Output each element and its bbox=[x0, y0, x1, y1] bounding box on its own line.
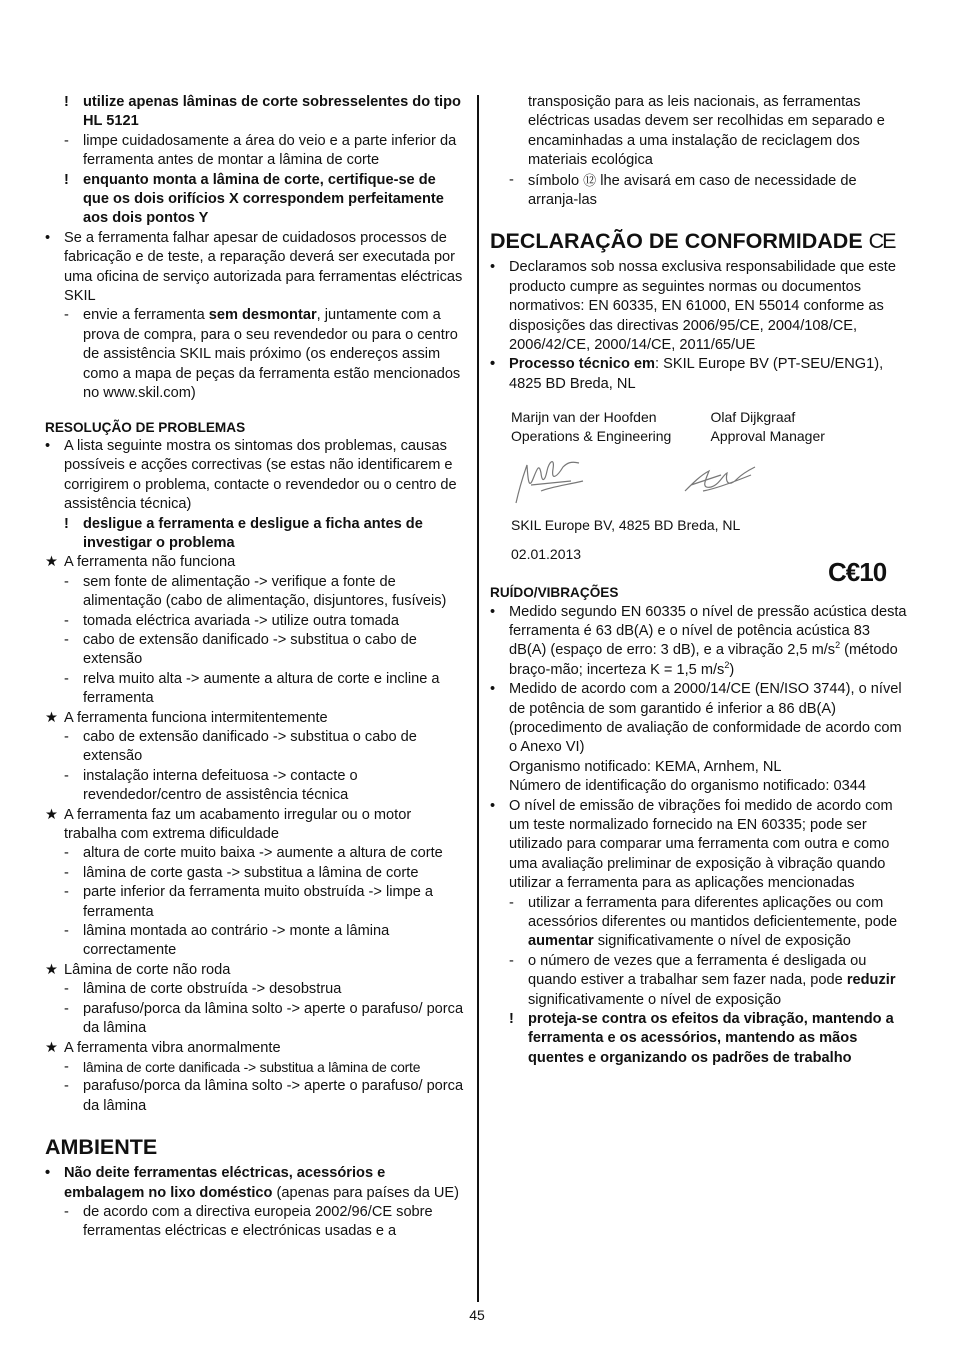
bullet-item: • Não deite ferramentas eléctricas, acessórios e embalagem no lixo doméstico (apenas para países da UE) bbox=[45, 1164, 465, 1203]
signature-2 bbox=[681, 461, 761, 501]
dash-item: - parafuso/porca da lâmina solto -> aperte o parafuso/ porca da lâmina bbox=[64, 1078, 464, 1114]
bullet-item: • O nível de emissão de vibrações foi medido de acordo com um teste normalizado fornecido na EN 60335; pode ser utilizado para comparar uma ferramenta com outra e como uma avaliação preliminar de exposição à vibração quando utilizar a ferramenta para as aplicações mencionadas bbox=[490, 797, 893, 892]
dash-item: - utilizar a ferramenta para diferentes aplicações ou com acessórios diferentes ou mantidos deficientemente, pode aumentar significativamente o nível de exposição bbox=[509, 894, 898, 950]
dash-item: - limpe cuidadosamente a área do veio e a parte inferior da ferramenta antes de montar a lâmina de corte bbox=[64, 132, 457, 169]
dash-item: - lâmina montada ao contrário -> monte a lâmina correctamente bbox=[64, 923, 390, 959]
bullet-item: • Se a ferramenta falhar apesar de cuidadosos processos de fabricação e de teste, a reparação deverá ser executada por uma oficina de serviço autorizada para ferramentas eléctricas SKIL bbox=[45, 229, 465, 307]
warning-item: ! utilize apenas lâminas de corte sobresselentes do tipo HL 5121 bbox=[45, 93, 465, 132]
dash-item: - lâmina de corte obstruída -> desobstrua bbox=[64, 981, 342, 998]
dash-item: - tomada eléctrica avariada -> utilize outra tomada bbox=[64, 612, 399, 629]
continued-text: transposição para as leis nacionais, as ferramentas eléctricas usadas devem ser recolhidas em separado e encaminhadas a uma instalação de reciclagem dos materiais ecológica bbox=[528, 94, 885, 169]
bullet-item: • Medido de acordo com a 2000/14/CE (EN/ISO 3744), o nível de potência de som garantido é inferior a 86 dB(A) (procedimento de avaliação de conformidade de acordo com o Anexo VI) Organismo notificado: KEMA, Arnhem, NL Número de identificação do organismo notificado: 0344 bbox=[490, 681, 902, 795]
dash-item: - envie a ferramenta sem desmontar, juntamente com a prova de compra, para o seu revendedor ou para o centro de assistência SKIL mais próximo (os endereços assim como a mapa de peças da ferramenta estão mencionados no www.skil.com) bbox=[64, 307, 461, 402]
dash-item: - lâmina de corte gasta -> substitua a lâmina de corte bbox=[64, 864, 419, 881]
bullet-item: • Processo técnico em: SKIL Europe BV (PT-SEU/ENG1), 4825 BD Breda, NL bbox=[490, 356, 884, 392]
ce10-mark-icon: C€10 bbox=[828, 557, 887, 587]
signatories bbox=[511, 408, 910, 446]
star-icon: ★ bbox=[45, 1039, 59, 1056]
bullet-icon: • bbox=[45, 229, 51, 246]
warning-item: ! enquanto monta a lâmina de corte, certifique-se de que os dois orifícios X correspondem perfeitamente aos dois pontos Y bbox=[45, 171, 465, 229]
dash-item: - de acordo com a directiva europeia 2002/96/CE sobre ferramentas eléctricas e electrónicas usadas e a bbox=[64, 1203, 433, 1240]
dash-item: - cabo de extensão danificado -> substitua o cabo de extensão bbox=[64, 631, 417, 668]
exclamation-icon: ! bbox=[64, 171, 69, 188]
warning-item: ! proteja-se contra os efeitos da vibração, mantendo a ferramenta e os acessórios, mantendo as mãos quentes e organizando os padrões de trabalho bbox=[490, 1010, 910, 1068]
dash-item: - símbolo ⑫ lhe avisará em caso de necessidade de arranja-las bbox=[509, 171, 857, 209]
dash-item: - sem fonte de alimentação -> verifique a fonte de alimentação (cabo de alimentação, disjuntores, fusíveis) bbox=[64, 573, 447, 610]
dash-item: - relva muito alta -> aumente a altura de corte e incline a ferramenta bbox=[64, 670, 440, 707]
section-heading-noise: RUÍDO/VIBRAÇÕES bbox=[490, 585, 619, 601]
signatory-2: Olaf Dijkgraaf Approval Manager bbox=[710, 409, 825, 445]
star-icon: ★ bbox=[45, 709, 59, 726]
declaration-date: 02.01.2013 bbox=[511, 545, 582, 562]
bullet-item: • A lista seguinte mostra os sintomas dos problemas, causas possíveis e acções correctivas (se estas não identificarem e corrigirem o problema, contacte o revendedor ou o centro de assistência técnica) bbox=[45, 437, 465, 515]
column-divider bbox=[477, 95, 479, 1302]
bullet-item: • Medido segundo EN 60335 o nível de pressão acústica desta ferramenta é 63 dB(A) e o nível de potência acústica 83 dB(A) (espaço de erro: 3 dB), e a vibração 2,5 $m/s^2$ (método braço-mão; incerteza K = 1,5 $m/s^2$) bbox=[490, 603, 907, 678]
exclamation-icon: ! bbox=[64, 94, 69, 110]
symptom-item: ★ A ferramenta vibra anormalmente bbox=[45, 1039, 465, 1058]
star-icon: ★ bbox=[45, 554, 59, 571]
star-icon: ★ bbox=[45, 806, 59, 823]
dash-item: - cabo de extensão danificado -> substitua o cabo de extensão bbox=[64, 729, 417, 765]
symptom-item: ★ A ferramenta faz um acabamento irregular ou o motor trabalha com extrema dificuldade bbox=[45, 806, 465, 845]
section-heading-environment: AMBIENTE bbox=[45, 1135, 158, 1160]
ce-mark-icon: CE bbox=[868, 229, 895, 254]
signatory-1: Marijn van der Hoofden Operations & Engineering bbox=[511, 409, 672, 445]
symptom-item: ★ A ferramenta funciona intermitentemente bbox=[45, 709, 465, 728]
section-heading-declaration: DECLARAÇÃO DE CONFORMIDADE CE bbox=[490, 229, 895, 254]
recycling-symbol-icon: ⑫ bbox=[583, 172, 597, 188]
bullet-icon: • bbox=[45, 437, 51, 454]
exclamation-icon: ! bbox=[509, 1011, 514, 1028]
company-address: SKIL Europe BV, 4825 BD Breda, NL bbox=[511, 517, 741, 534]
bullet-icon: • bbox=[45, 1165, 51, 1182]
bullet-item: • Declaramos sob nossa exclusiva responsabilidade que este producto cumpre as seguintes normas ou documentos normativos: EN 60335, EN 61000, EN 55014 conforme as disposições das directivas 2006/95/CE, 2004/108/CE, 2006/42/CE, 2000/14/CE, 2011/65/UE bbox=[490, 259, 896, 354]
dash-item: - o número de vezes que a ferramenta é desligada ou quando estiver a trabalhar sem fazer nada, pode reduzir significativamente o nível de exposição bbox=[509, 952, 896, 1008]
dash-item: - instalação interna defeituosa -> contacte o revendedor/centro de assistência técnica bbox=[64, 767, 358, 804]
dash-item: - altura de corte muito baixa -> aumente a altura de corte bbox=[64, 845, 443, 862]
star-icon: ★ bbox=[45, 961, 59, 978]
exclamation-icon: ! bbox=[64, 515, 69, 532]
left-column bbox=[45, 93, 465, 1242]
dash-item: - lâmina de corte danificada -> substitua a lâmina de corte bbox=[64, 1058, 421, 1075]
dash-item: - parte inferior da ferramenta muito obstruída -> limpe a ferramenta bbox=[64, 884, 434, 920]
page-number: 45 bbox=[469, 1307, 485, 1323]
symptom-item: ★ Lâmina de corte não roda bbox=[45, 961, 465, 980]
dash-item: - parafuso/porca da lâmina solto -> aperte o parafuso/ porca da lâmina bbox=[64, 1000, 464, 1037]
section-heading-troubleshooting: RESOLUÇÃO DE PROBLEMAS bbox=[45, 419, 246, 435]
warning-item: ! desligue a ferramenta e desligue a ficha antes de investigar o problema bbox=[45, 515, 465, 554]
signatures bbox=[511, 446, 910, 516]
symptom-item: ★ A ferramenta não funciona bbox=[45, 553, 465, 572]
signature-1 bbox=[511, 451, 591, 511]
